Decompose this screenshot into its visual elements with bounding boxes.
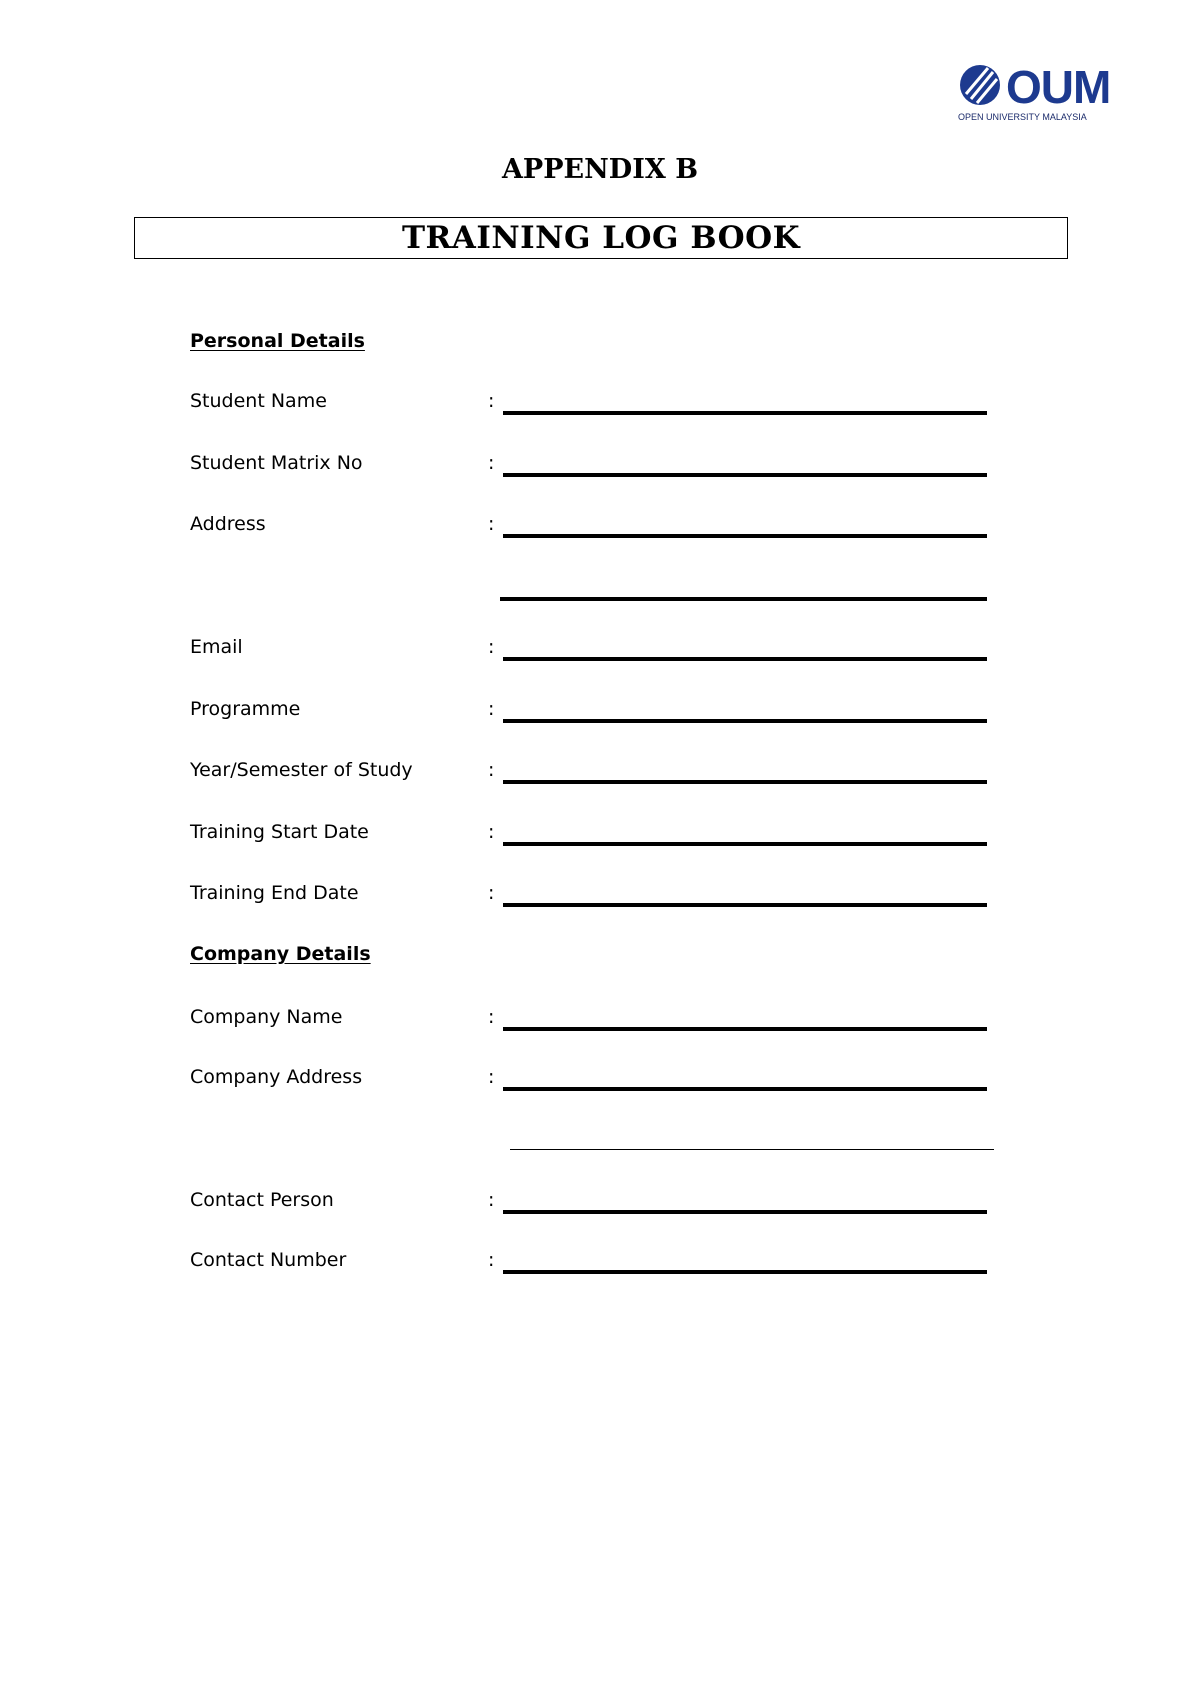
field-label: Student Matrix No xyxy=(190,452,363,474)
training-start-date-field[interactable] xyxy=(0,821,1200,851)
fill-in-line[interactable] xyxy=(503,903,987,907)
field-colon: : xyxy=(488,452,495,474)
fill-in-line[interactable] xyxy=(503,719,987,723)
oum-globe-icon xyxy=(958,62,1006,108)
student-matrix-no-field[interactable] xyxy=(0,452,1200,482)
field-colon: : xyxy=(488,821,495,843)
year-semester-field[interactable] xyxy=(0,759,1200,789)
fill-in-line[interactable] xyxy=(503,780,987,784)
field-colon: : xyxy=(488,1006,495,1028)
company-address-continuation-line[interactable] xyxy=(510,1149,994,1150)
fill-in-line[interactable] xyxy=(503,411,987,415)
field-colon: : xyxy=(488,698,495,720)
field-label: Email xyxy=(190,636,243,658)
field-colon: : xyxy=(488,1249,495,1271)
fill-in-line[interactable] xyxy=(503,534,987,538)
fill-in-line[interactable] xyxy=(503,1270,987,1274)
field-label: Contact Person xyxy=(190,1189,334,1211)
appendix-heading: APPENDIX B xyxy=(501,154,699,185)
field-label: Company Address xyxy=(190,1066,363,1088)
training-end-date-field[interactable] xyxy=(0,882,1200,912)
field-colon: : xyxy=(488,1189,495,1211)
address-continuation-line[interactable] xyxy=(500,597,987,601)
fill-in-line[interactable] xyxy=(503,657,987,661)
field-label: Company Name xyxy=(190,1006,343,1028)
personal-details-heading: Personal Details xyxy=(190,330,365,352)
field-colon: : xyxy=(488,513,495,535)
field-label: Address xyxy=(190,513,266,535)
field-colon: : xyxy=(488,636,495,658)
field-label: Year/Semester of Study xyxy=(190,759,413,781)
oum-logo xyxy=(958,62,1128,124)
fill-in-line[interactable] xyxy=(503,473,987,477)
field-label: Contact Number xyxy=(190,1249,347,1271)
field-colon: : xyxy=(488,1066,495,1088)
student-name-field[interactable] xyxy=(0,390,1200,420)
company-name-field[interactable] xyxy=(0,1006,1200,1036)
field-label: Student Name xyxy=(190,390,327,412)
programme-field[interactable] xyxy=(0,698,1200,728)
field-label: Programme xyxy=(190,698,301,720)
address-field[interactable] xyxy=(0,513,1200,543)
fill-in-line[interactable] xyxy=(503,1027,987,1031)
contact-person-field[interactable] xyxy=(0,1189,1200,1219)
field-label: Training Start Date xyxy=(190,821,369,843)
fill-in-line[interactable] xyxy=(503,842,987,846)
logo-subtitle: OPEN UNIVERSITY MALAYSIA xyxy=(958,112,1087,122)
document-title: TRAINING LOG BOOK xyxy=(401,220,801,256)
email-field[interactable] xyxy=(0,636,1200,666)
field-label: Training End Date xyxy=(190,882,359,904)
logo-wordmark: OUM xyxy=(1006,61,1111,113)
company-details-heading: Company Details xyxy=(190,943,371,965)
company-address-field[interactable] xyxy=(0,1066,1200,1096)
fill-in-line[interactable] xyxy=(503,1210,987,1214)
fill-in-line[interactable] xyxy=(503,1087,987,1091)
title-box xyxy=(134,217,1068,259)
contact-number-field[interactable] xyxy=(0,1249,1200,1279)
field-colon: : xyxy=(488,390,495,412)
field-colon: : xyxy=(488,882,495,904)
field-colon: : xyxy=(488,759,495,781)
